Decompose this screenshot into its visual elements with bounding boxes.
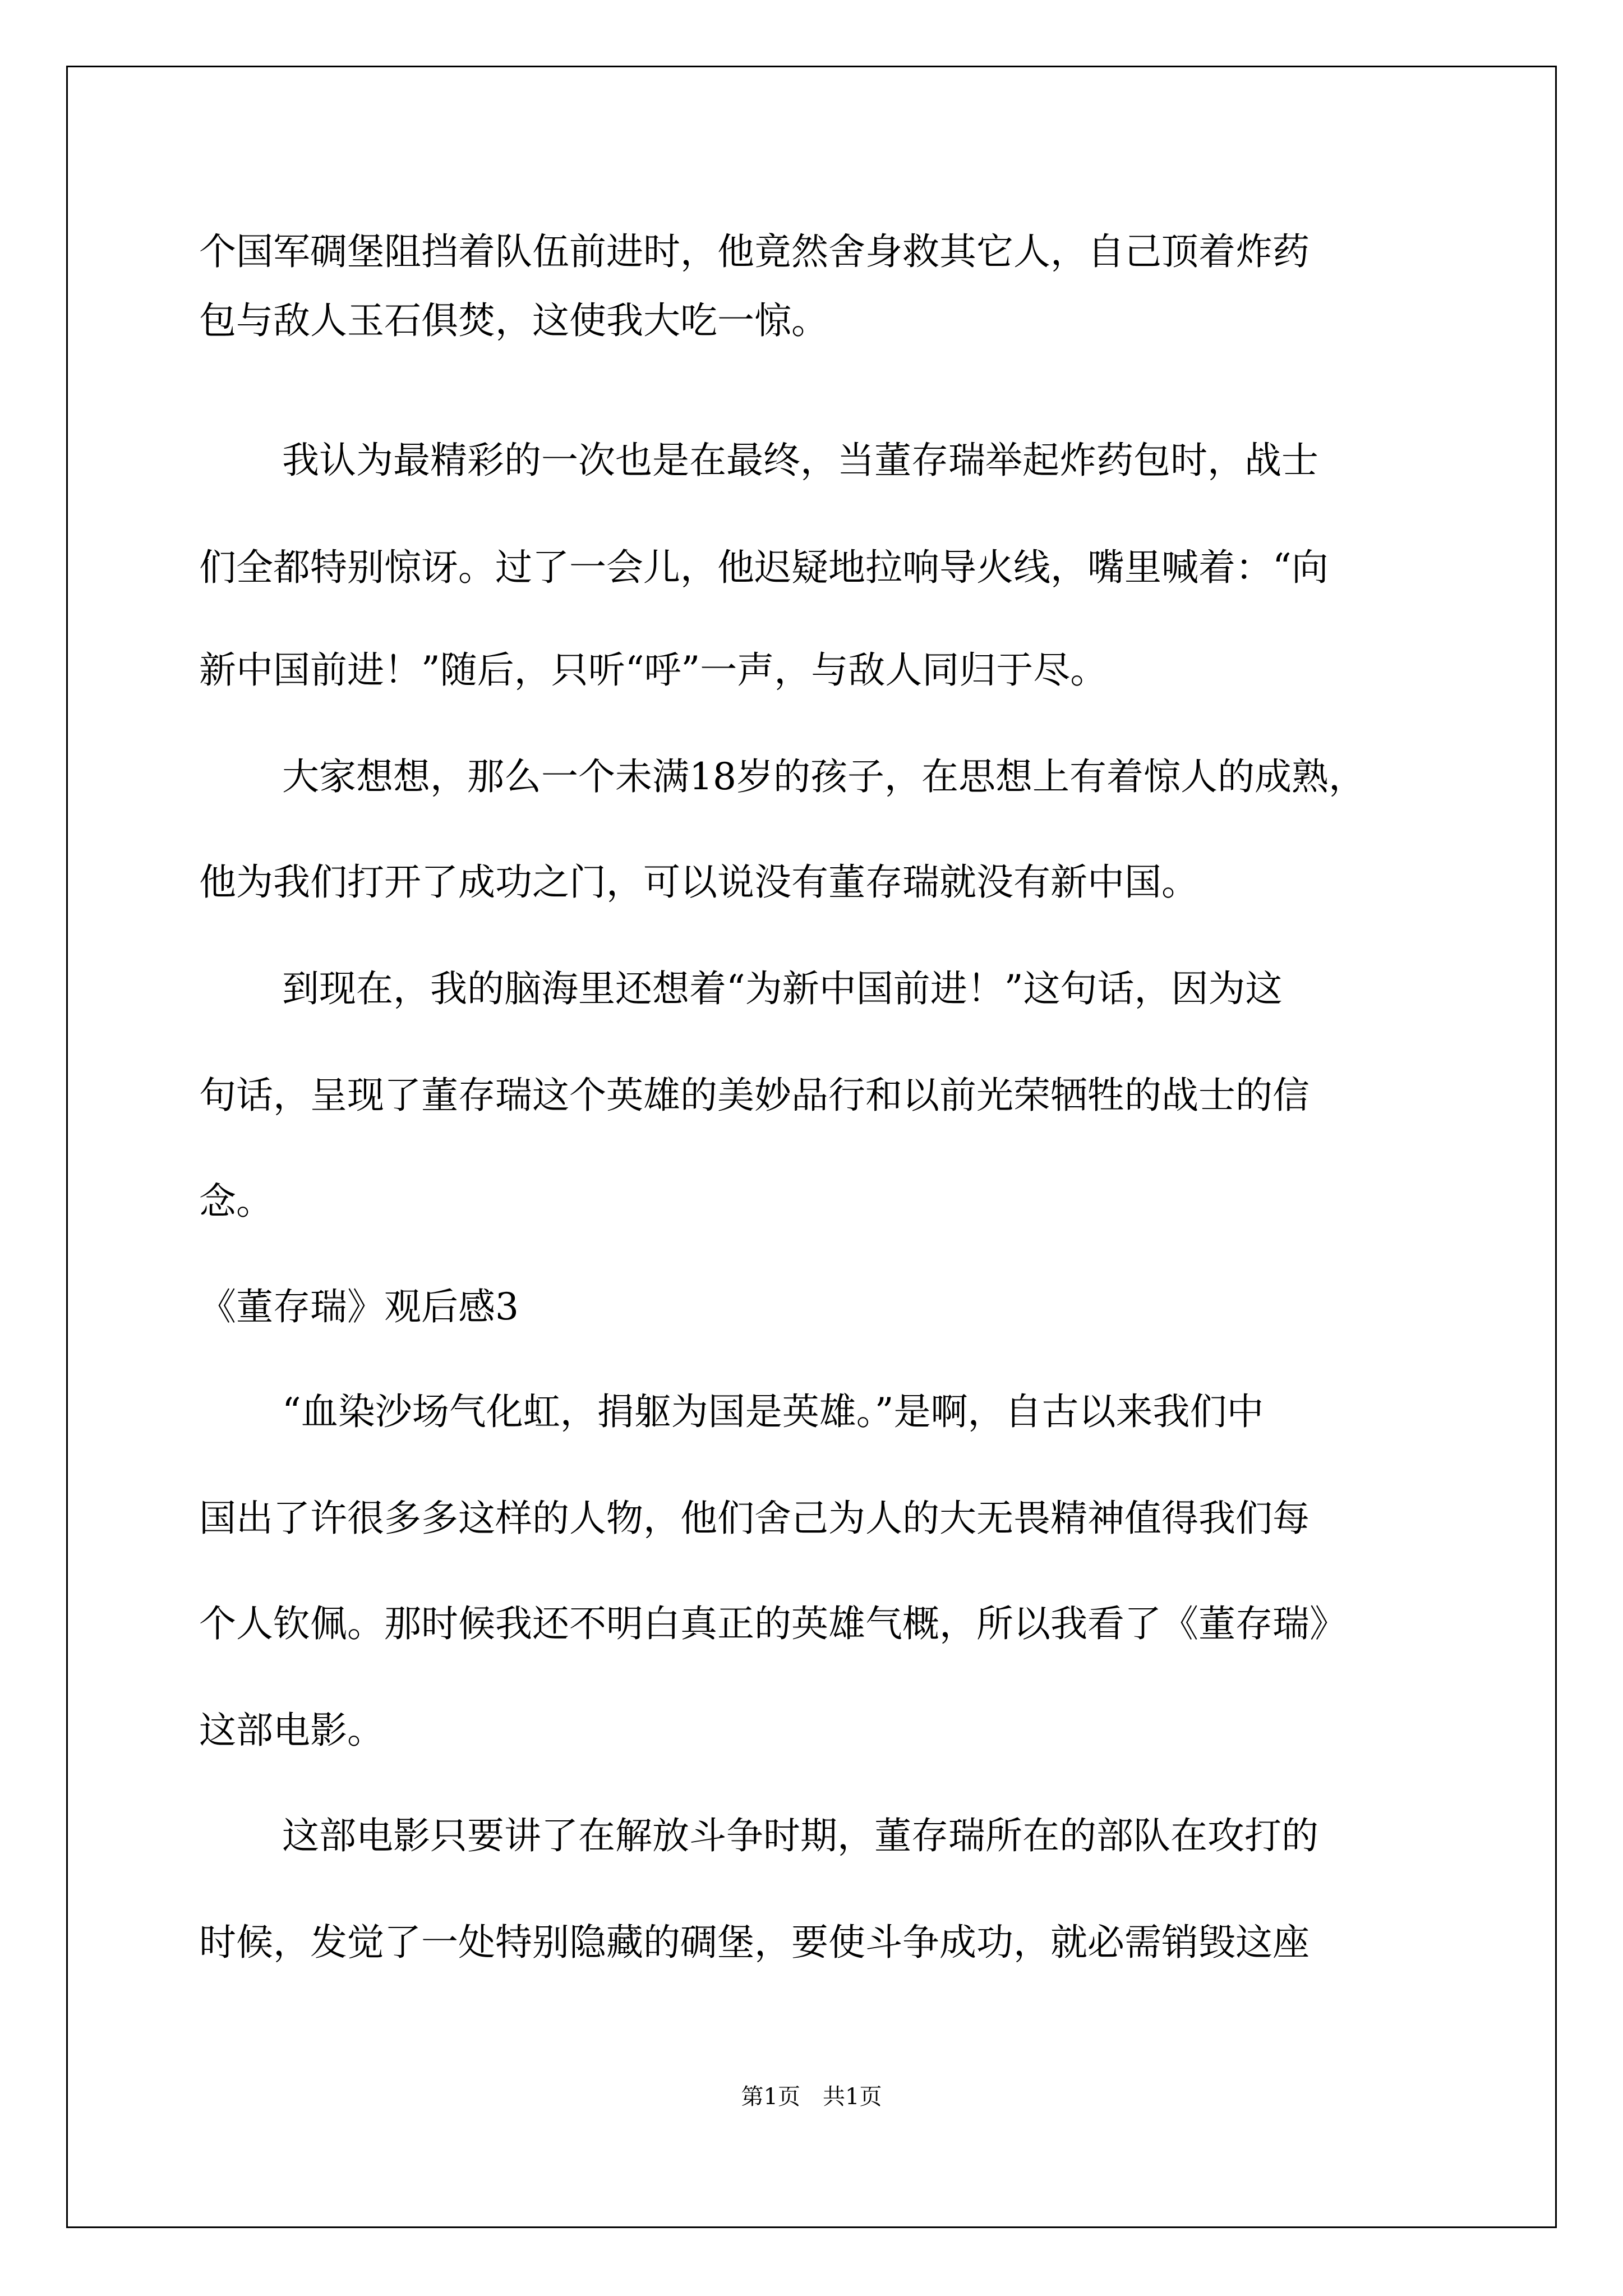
text-line: 念。 (199, 1180, 273, 1223)
text-line: 们全都特别惊讶。过了一会儿，他迟疑地拉响导火线，嘴里喊着：“向 (199, 546, 1329, 589)
page-border (66, 66, 1557, 2228)
text-line: 句话，呈现了董存瑞这个英雄的美妙品行和以前光荣牺牲的战士的信 (199, 1074, 1310, 1117)
text-line: 新中国前进！”随后，只听“呼”一声，与敌人同归于尽。 (199, 648, 1108, 692)
text-line: 包与敌人玉石俱焚，这使我大吃一惊。 (199, 299, 828, 342)
text-line: 他为我们打开了成功之门，可以说没有董存瑞就没有新中国。 (199, 861, 1198, 904)
text-line: 个国军碉堡阻挡着队伍前进时，他竟然舍身救其它人，自己顶着炸药 (199, 230, 1310, 273)
text-line: 国出了许很多多这样的人物，他们舍己为人的大无畏精神值得我们每 (199, 1497, 1310, 1540)
page-footer: 第1页 共1页 (741, 2084, 882, 2110)
text-line: 我认为最精彩的一次也是在最终，当董存瑞举起炸药包时，战士 (282, 439, 1318, 482)
section-heading: 《董存瑞》观后感3 (199, 1285, 519, 1328)
text-line: 到现在，我的脑海里还想着“为新中国前进！”这句话，因为这 (282, 967, 1283, 1010)
text-line: 这部电影只要讲了在解放斗争时期，董存瑞所在的部队在攻打的 (282, 1814, 1318, 1857)
text-line: 时候，发觉了一处特别隐藏的碉堡，要使斗争成功，就必需销毁这座 (199, 1921, 1310, 1964)
text-line: “血染沙场气化虹，捐躯为国是英雄。”是啊，自古以来我们中 (282, 1390, 1264, 1433)
text-line: 这部电影。 (199, 1709, 384, 1752)
text-line: 大家想想，那么一个未满18岁的孩子，在思想上有着惊人的成熟， (282, 755, 1366, 798)
text-line: 个人钦佩。那时候我还不明白真正的英雄气概，所以我看了《董存瑞》 (199, 1602, 1347, 1645)
